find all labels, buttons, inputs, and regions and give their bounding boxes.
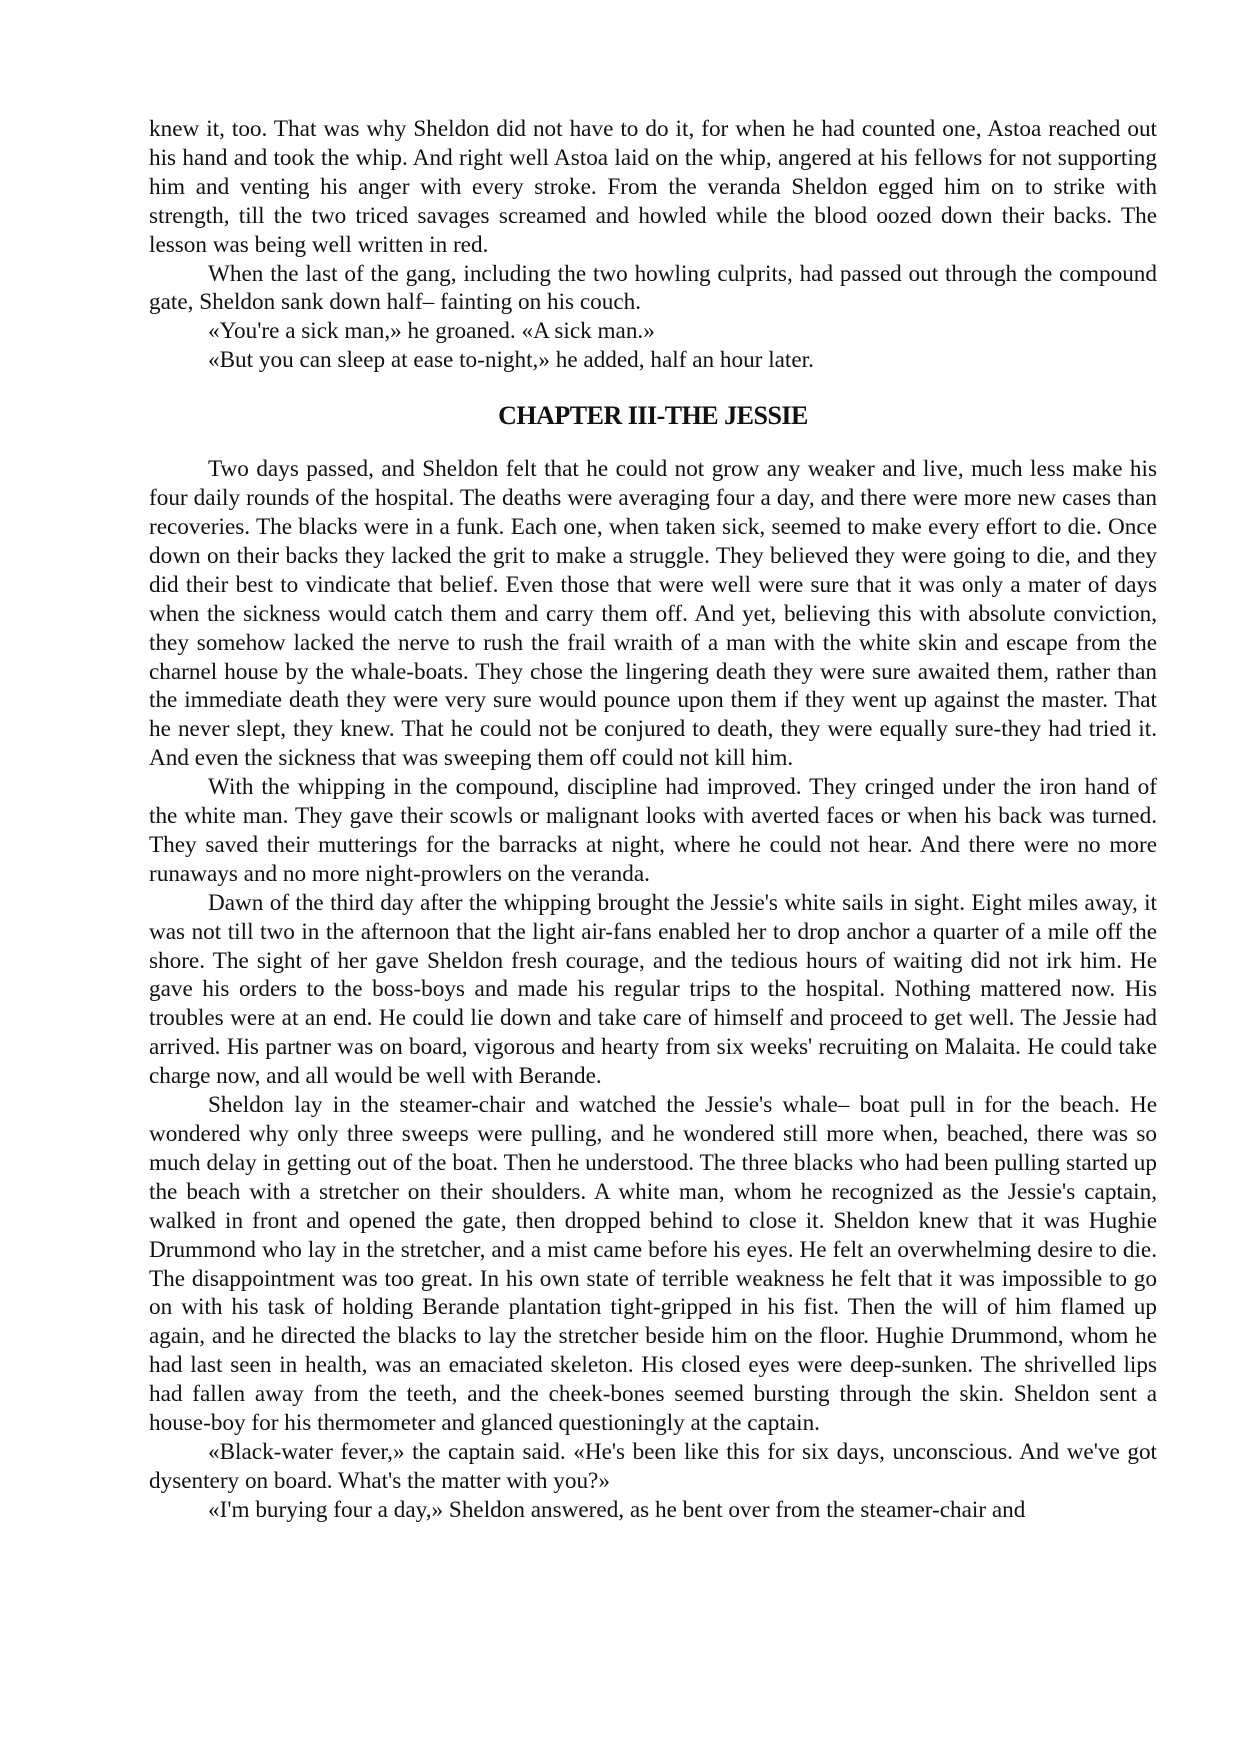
paragraph-3: «You're a sick man,» he groaned. «A sick man.» (208, 318, 655, 345)
paragraph-8: Sheldon lay in the steamer-chair and watched the Jessie's whale– boat pull in for the beach. He wondered why only three sweeps were pulling, and he wondered still more when, beached, there was so much delay in getting out of the boat. Then he understood. The three blacks who had been pulling started up the beach with a stretcher on their shoulders. A white man, whom he recognized as the Jessie's captain, walked in front and opened the gate, then dropped behind to close it. Sheldon knew that it was Hughie Drummond who lay in the stretcher, and a mist came before his eyes. He felt an overwhelming desire to die. The disappointment was too great. In his own state of terrible weakness he felt that it was impossible to go on with his task of holding Berande plantation tight-gripped in his fist. Then the will of him flamed up again, and he directed the blacks to lay the stretcher beside him on the floor. Hughie Drummond, whom he had last seen in health, was an emaciated skeleton. His closed eyes were deep-sunken. The shrivelled lips had fallen away from the teeth, and the cheek-bones seemed bursting through the skin. Sheldon sent a house-boy for his thermometer and glanced questioningly at the captain. (149, 1092, 1157, 1437)
chapter-title: CHAPTER III-THE JESSIE (498, 401, 808, 431)
paragraph-1: knew it, too. That was why Sheldon did not have to do it, for when he had counted one, Astoa reached out his hand and took the whip. And right well Astoa laid on the whip, angered at his fellows for not supporting him and venting his anger with every stroke. From the veranda Sheldon egged him on to strike with strength, till the two triced savages screamed and howled while the blood oozed down their backs. The lesson was being well written in red. (149, 116, 1157, 258)
paragraph-10: «I'm burying four a day,» Sheldon answered, as he bent over from the steamer-chair and (208, 1496, 1026, 1523)
paragraph-4: «But you can sleep at ease to-night,» he added, half an hour later. (208, 347, 814, 374)
paragraph-7: Dawn of the third day after the whipping brought the Jessie's white sails in sight. Eight miles away, it was not till two in the afternoon that the light air-fans enabled her to drop anchor a quarter of a mile off the shore. The sight of her gave Sheldon fresh courage, and the tedious hours of waiting did not irk him. He gave his orders to the boss-boys and made his regular trips to the hospital. Nothing mattered now. His troubles were at an end. He could lie down and take care of himself and proceed to get well. The Jessie had arrived. His partner was on board, vigorous and hearty from six weeks' recruiting on Malaita. He could take charge now, and all would be well with Berande. (149, 889, 1157, 1090)
section-before-chapter (149, 115, 1157, 375)
paragraph-9: «Black-water fever,» the captain said. «He's been like this for six days, unconscious. And we've got dysentery on board. What's the matter with you?» (149, 1438, 1157, 1494)
paragraph-5: Two days passed, and Sheldon felt that he could not grow any weaker and live, much less make his four daily rounds of the hospital. The deaths were averaging four a day, and there were more new cases than recoveries. The blacks were in a funk. Each one, when taken sick, seemed to make every effort to die. Once down on their backs they lacked the grit to make a struggle. They believed they were going to die, and they did their best to vindicate that belief. Even those that were well were sure that it was only a mater of days when the sickness would catch them and carry them off. And yet, believing this with absolute conviction, they somehow lacked the nerve to rush the frail wraith of a man with the white skin and escape from the charnel house by the whale-boats. They chose the lingering death they were sure awaited them, rather than the immediate death they were very sure would pounce upon them if they went up against the master. That he never slept, they knew. That he could not be conjured to death, they were equally sure-they had tried it. And even the sickness that was sweeping them off could not kill him. (149, 456, 1157, 772)
paragraph-2: When the last of the gang, including the two howling culprits, had passed out through the compound gate, Sheldon sank down half– fainting on his couch. (149, 260, 1157, 316)
document-page (149, 115, 1157, 1525)
paragraph-6: With the whipping in the compound, discipline had improved. They cringed under the iron hand of the white man. They gave their scowls or malignant looks with averted faces or when his back was turned. They saved their mutterings for the barracks at night, where he could not hear. And there were no more runaways and no more night-prowlers on the veranda. (149, 774, 1157, 887)
section-after-chapter (149, 455, 1157, 1525)
